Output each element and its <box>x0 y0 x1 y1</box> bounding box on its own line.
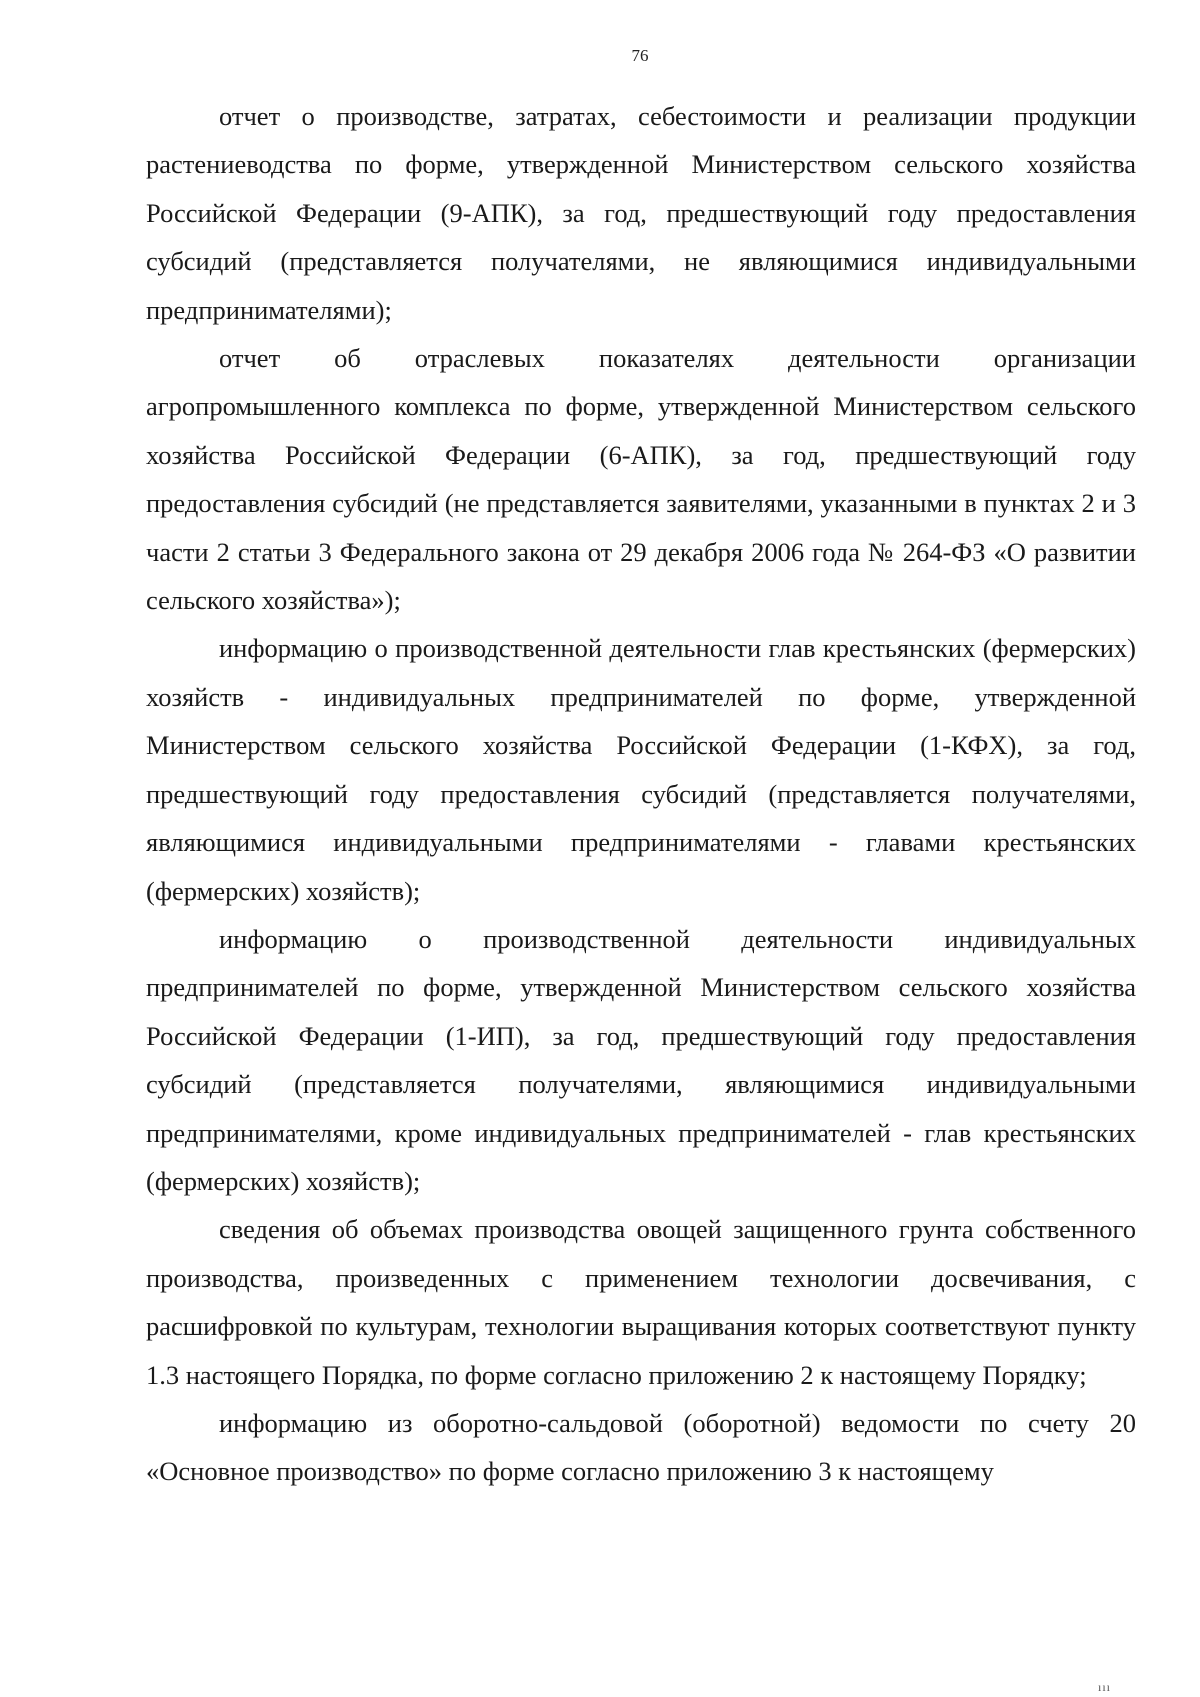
scan-marks: ııı <box>1098 1680 1112 1694</box>
paragraph-form-9-apk: отчет о производстве, затратах, себестоимости и реализации продукции растениеводства по форме, утвержденной Министерством сельского хозяйства Российской Федерации (9-АПК), за год, предшествующий году предоставления субсидий (представляется получателями, не являющимися индивидуальными предпринимателями); <box>146 101 1136 325</box>
paragraph-form-1-ip: информацию о производственной деятельности индивидуальных предпринимателей по форме, утвержденной Министерством сельского хозяйства Российской Федерации (1-ИП), за год, предшествующий году предоставления субсидий (представляется получателями, являющимися индивидуальными предпринимателями, кроме индивидуальных предпринимателей - глав крестьянских (фермерских) хозяйств); <box>146 923 1136 1196</box>
page-number: 76 <box>631 46 649 65</box>
document-body <box>146 92 1136 1496</box>
paragraph-turnover-statement: информацию из оборотно-сальдовой (оборотной) ведомости по счету 20 «Основное производство» по форме согласно приложению 3 к настоящему <box>146 1407 1136 1487</box>
paragraph-form-1-kfh: информацию о производственной деятельности глав крестьянских (фермерских) хозяйств - индивидуальных предпринимателей по форме, утвержденной Министерством сельского хозяйства Российской Федерации (1-КФХ), за год, предшествующий году предоставления субсидий (представляется получателями, являющимися индивидуальными предпринимателями - главами крестьянских (фермерских) хозяйств); <box>146 633 1136 906</box>
paragraph-form-6-apk: отчет об отраслевых показателях деятельности организации агропромышленного комплекса по форме, утвержденной Министерством сельского хозяйства Российской Федерации (6-АПК), за год, предшествующий году предоставления субсидий (не представляется заявителями, указанными в пунктах 2 и 3 части 2 статьи 3 Федерального закона от 29 декабря 2006 года № 264-ФЗ «О развитии сельского хозяйства»); <box>146 343 1136 616</box>
paragraph-greenhouse-vegetables: сведения об объемах производства овощей защищенного грунта собственного производства, произведенных с применением технологии досвечивания, с расшифровкой по культурам, технологии выращивания которых соответствуют пункту 1.3 настоящего Порядка, по форме согласно приложению 2 к настоящему Порядку; <box>146 1214 1136 1390</box>
